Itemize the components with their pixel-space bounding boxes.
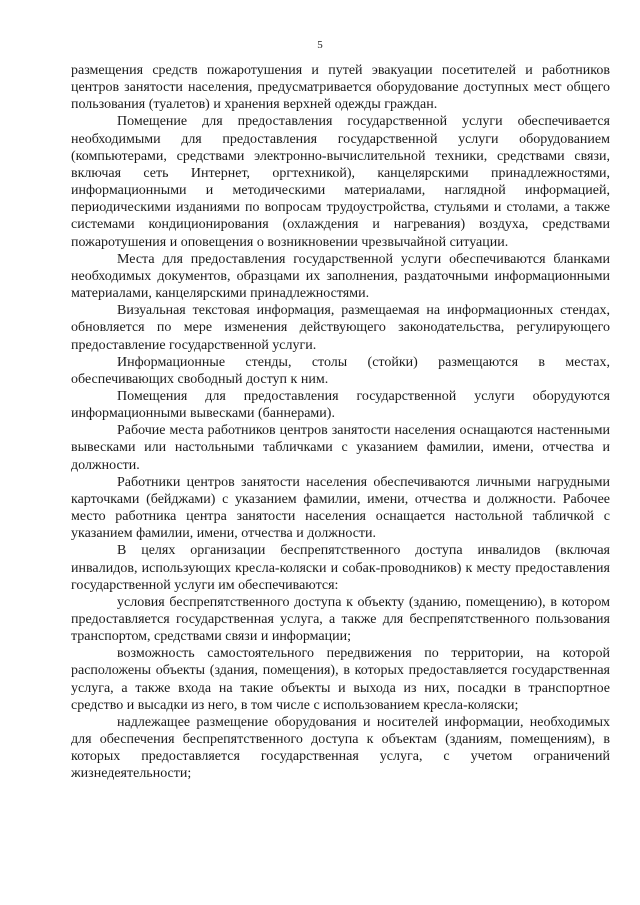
paragraph-workplaces: Рабочие места работников центров занятости населения оснащаются настенными вывесками или настольными табличками с указанием фамилии, имени, отчества и должности. — [71, 423, 610, 473]
paragraph-info-stands: Информационные стенды, столы (стойки) размещаются в местах, обеспечивающих свободный доступ к ним. — [71, 354, 610, 387]
paragraph-access-conditions: условия беспрепятственного доступа к объекту (зданию, помещению), в котором предоставляется государственная услуга, а также для беспрепятственного пользования транспортом, средствами связи и информации; — [71, 594, 610, 645]
page-number: 5 — [317, 39, 323, 51]
paragraph-continuation: размещения средств пожаротушения и путей эвакуации посетителей и работников центров занятости населения, предусматривается оборудование доступных мест общего пользования (туалетов) и хранения верхней одежды граждан. — [71, 63, 610, 113]
paragraph-banners: Помещения для предоставления государственной услуги оборудуются информационными вывесками (баннерами). — [71, 388, 610, 422]
paragraph-equipment-placement: надлежащее размещение оборудования и носителей информации, необходимых для обеспечения беспрепятственного доступа к объектам (зданиям, помещениям), в которых предоставляется государственная услуга, с учетом ограничений жизнедеятельности; — [71, 714, 610, 782]
paragraph-visual-info: Визуальная текстовая информация, размещаемая на информационных стендах, обновляется по мере изменения действующего законодательства, регулирующего предоставление государственной услуги. — [71, 303, 610, 353]
paragraph-forms: Места для предоставления государственной услуги обеспечиваются бланками необходимых документов, образцами их заполнения, раздаточными информационными материалами, канцелярскими принадлежностями. — [71, 251, 610, 302]
paragraph-equipment: Помещение для предоставления государственной услуги обеспечивается необходимыми для предоставления государственной услуги оборудованием (компьютерами, средствами электронно-вычислительной техники, средствами связи, включая сеть Интернет, оргтехникой), канцелярскими принадлежностями, информационными и методическими материалами, наглядной информацией, периодическими изданиями по вопросам трудоустройства, стульями и столами, а также системами кондиционирования (охлаждения и нагревания) воздуха, средствами пожаротушения и оповещения о возникновении чрезвычайной ситуации. — [71, 114, 610, 250]
paragraph-disabled-access: В целях организации беспрепятственного доступа инвалидов (включая инвалидов, использующих кресла-коляски и собак-проводников) к месту предоставления государственной услуги им обеспечиваются: — [71, 543, 610, 593]
paragraph-badges: Работники центров занятости населения обеспечиваются личными нагрудными карточками (бейджами) с указанием фамилии, имени, отчества и должности. Рабочее место работника центра занятости населения оснащается настольной табличкой с указанием фамилии, имени, отчества и должности. — [71, 474, 610, 542]
document-body — [71, 62, 610, 783]
paragraph-movement: возможность самостоятельного передвижения по территории, на которой расположены объекты (здания, помещения), в которых предоставляется государственная услуга, а также входа на такие объекты и выхода из них, посадки в транспортное средство и высадки из него, в том числе с использованием кресла-коляски; — [71, 646, 610, 713]
